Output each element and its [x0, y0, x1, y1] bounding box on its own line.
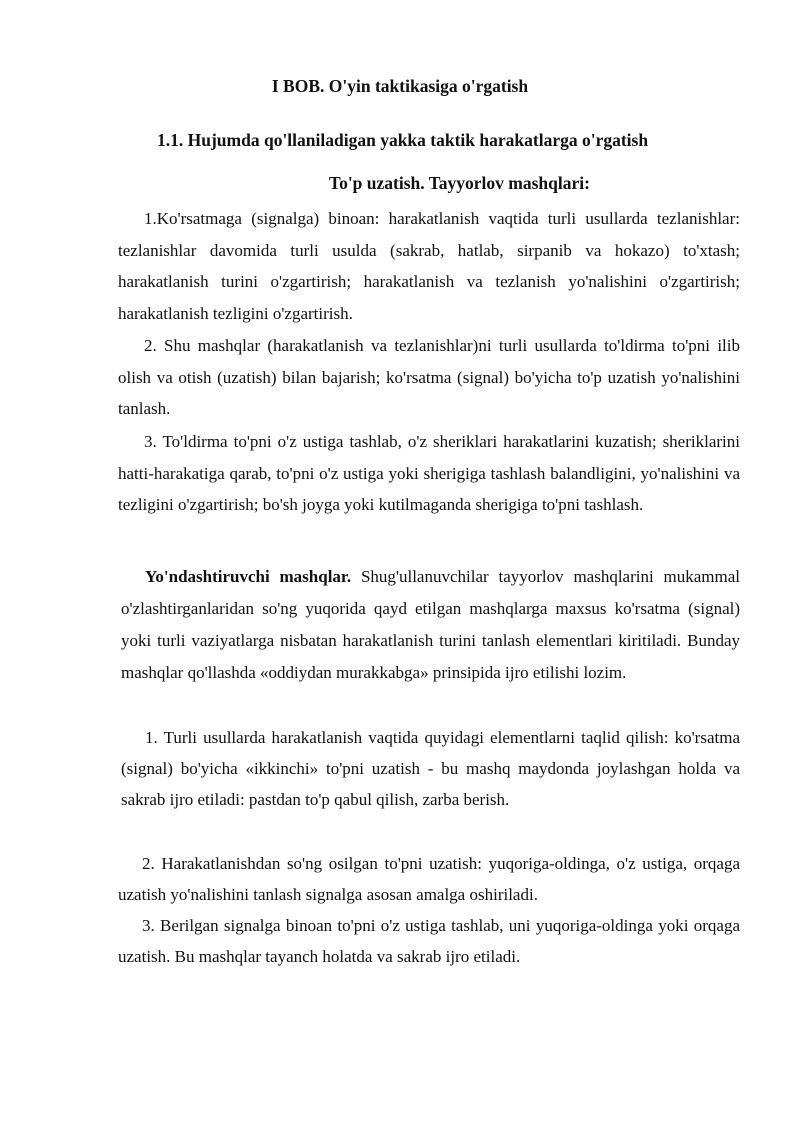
paragraph-exercise-1: 1.Ko'rsatmaga (signalga) binoan: harakatlanish vaqtida turli usullarda tezlanishlar: tezlanishlar davomida turli usulda (sakrab, hatlab, sirpanib va hokazo) to'xtash; harakatlanish turini o'zgartirish; harakatlanish va tezlanish yo'nalishini o'zgartirish; harakatlanish tezligini o'zgartirish. [118, 209, 740, 323]
paragraph-lead-up-3: 3. Berilgan signalga binoan to'pni o'z ustiga tashlab, uni yuqoriga-oldinga yoki orqaga uzatish. Bu mashqlar tayanch holatda va sakrab ijro etiladi. [118, 916, 740, 966]
section-title: 1.1. Hujumda qo'llaniladigan yakka taktik harakatlarga o'rgatish [157, 130, 649, 150]
subsection-title: To'p uzatish. Tayyorlov mashqlari: [329, 173, 590, 193]
chapter-title: I BOB. O'yin taktikasiga o'rgatish [271, 76, 529, 96]
paragraph-lead-up-2: 2. Harakatlanishdan so'ng osilgan to'pni uzatish: yuqoriga-oldinga, o'z ustiga, orqaga uzatish yo'nalishini tanlash signalga asosan amalga oshiriladi. [118, 854, 740, 904]
paragraph-exercise-2: 2. Shu mashqlar (harakatlanish va tezlanishlar)ni turli usullarda to'ldirma to'pni ilib olish va otish (uzatish) bilan bajarish; ko'rsatma (signal) bo'yicha to'p uzatish yo'nalishini tanlash. [118, 336, 740, 418]
paragraph-lead-up-1: 1. Turli usullarda harakatlanish vaqtida quyidagi elementlarni taqlid qilish: ko'rsatma (signal) bo'yicha «ikkinchi» to'pni uzatish - bu mashq maydonda joylashgan holda va sakrab ijro etiladi: pastdan to'p qabul qilish, zarba berish. [121, 728, 740, 809]
lead-up-text: Shug'ullanuvchilar tayyorlov mashqlarini mukammal o'zlashtirganlaridan so'ng yuqorida qayd etilgan mashqlarga maxsus ko'rsatma (signal) yoki turli vaziyatlarga nisbatan harakatlanish turini tanlash elementlari kiritiladi. Bunday mashqlar qo'llashda «oddiydan murakkabga» prinsipida ijro etilishi lozim. [121, 567, 740, 682]
paragraph-lead-up-exercises [121, 561, 740, 689]
paragraph-exercise-3: 3. To'ldirma to'pni o'z ustiga tashlab, o'z sheriklari harakatlarini kuzatish; sheriklarini hatti-harakatiga qarab, to'pni o'z ustiga yoki sherigiga tashlash balandligini, yo'nalishini va tezligini o'zgartirish; bo'sh joyga yoki kutilmaganda sherigiga to'pni tashlash. [118, 432, 740, 514]
lead-up-heading: Yo'ndashtiruvchi mashqlar. [145, 567, 352, 586]
